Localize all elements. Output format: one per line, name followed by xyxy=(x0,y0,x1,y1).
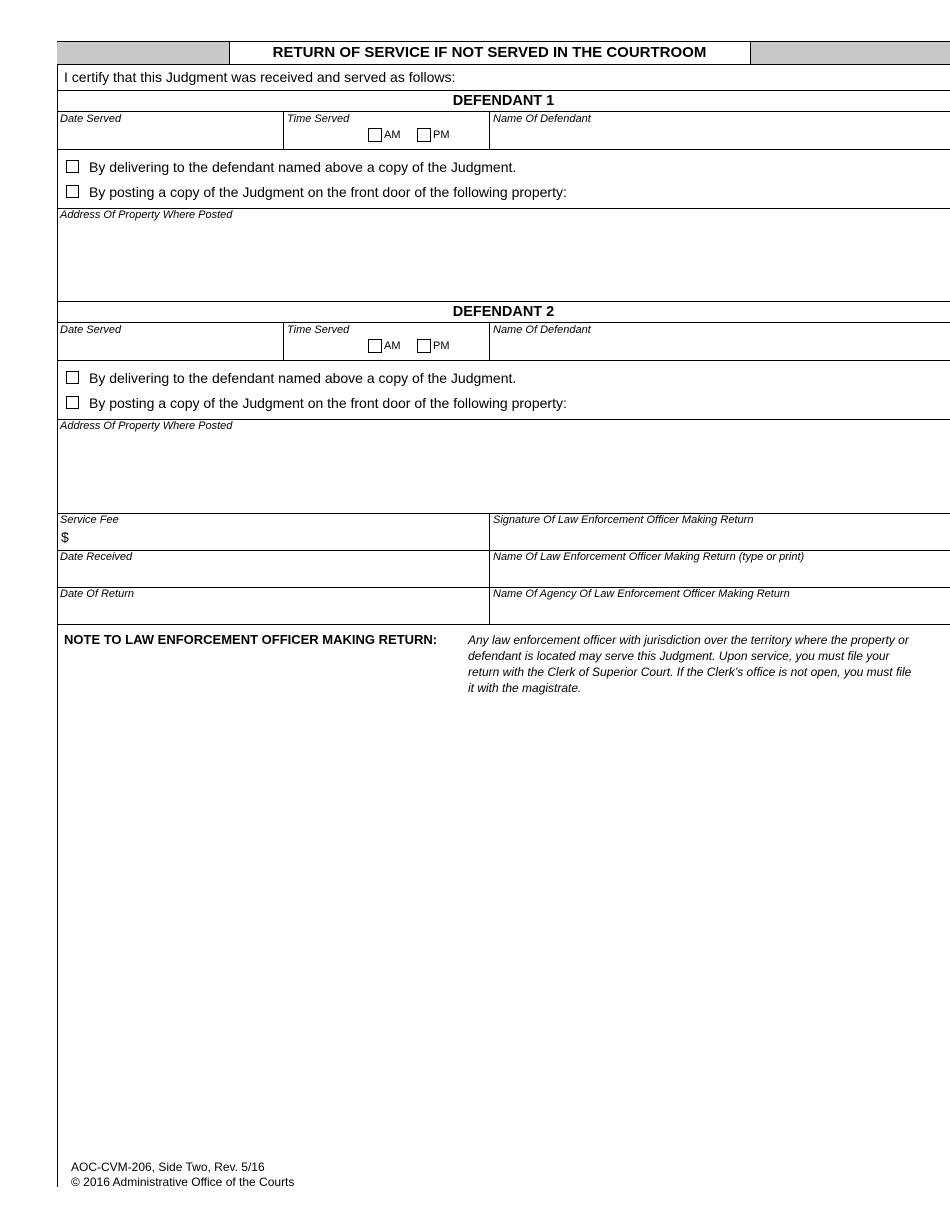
title-shade-right xyxy=(750,42,950,64)
date-received-label: Date Received xyxy=(60,551,133,563)
defendant-2-am-checkbox[interactable] xyxy=(368,339,382,353)
rule xyxy=(57,360,950,361)
date-served-label: Date Served xyxy=(60,324,122,336)
deliver-option-label: By delivering to the defendant named above a copy of the Judgment. xyxy=(89,159,517,175)
pm-label: PM xyxy=(433,340,450,352)
rule xyxy=(283,322,284,360)
copyright: © 2016 Administrative Office of the Courts xyxy=(71,1175,295,1189)
am-label: AM xyxy=(384,340,401,352)
certify-statement: I certify that this Judgment was received and served as follows: xyxy=(64,69,456,85)
defendant-1-name-field[interactable] xyxy=(493,124,943,146)
rule xyxy=(57,322,950,323)
date-of-return-label: Date Of Return xyxy=(60,588,134,600)
date-served-label: Date Served xyxy=(60,113,122,125)
agency-label: Name Of Agency Of Law Enforcement Officer Making Return xyxy=(493,588,790,600)
rule xyxy=(489,322,490,360)
defendant-2-heading: DEFENDANT 2 xyxy=(452,304,555,320)
signature-label: Signature Of Law Enforcement Officer Making Return xyxy=(493,514,754,526)
currency-symbol: $ xyxy=(61,529,69,545)
name-of-defendant-label: Name Of Defendant xyxy=(493,324,591,336)
date-of-return-field[interactable] xyxy=(60,601,485,621)
rule xyxy=(57,301,950,302)
rule xyxy=(57,90,950,91)
defendant-2-post-checkbox[interactable] xyxy=(66,396,79,409)
form-footer xyxy=(71,1160,294,1190)
date-received-field[interactable] xyxy=(60,564,485,584)
rule xyxy=(57,111,950,112)
defendant-1-am-checkbox[interactable] xyxy=(368,128,382,142)
officer-name-label: Name Of Law Enforcement Officer Making Return (type or print) xyxy=(493,551,805,563)
defendant-1-post-checkbox[interactable] xyxy=(66,185,79,198)
form-title: RETURN OF SERVICE IF NOT SERVED IN THE COURTROOM xyxy=(272,44,707,61)
defendant-1-date-served-field[interactable] xyxy=(60,124,280,146)
am-label: AM xyxy=(384,129,401,141)
rule xyxy=(489,513,490,624)
officer-signature-field[interactable] xyxy=(493,527,943,547)
rule xyxy=(57,64,950,65)
name-of-defendant-label: Name Of Defendant xyxy=(493,113,591,125)
form-id: AOC-CVM-206, Side Two, Rev. 5/16 xyxy=(71,1160,265,1174)
defendant-1-deliver-checkbox[interactable] xyxy=(66,160,79,173)
rule xyxy=(750,42,751,64)
rule xyxy=(57,149,950,150)
note-heading: NOTE TO LAW ENFORCEMENT OFFICER MAKING RETURN: xyxy=(64,632,438,647)
service-fee-label: Service Fee xyxy=(60,514,119,526)
rule xyxy=(57,41,950,42)
defendant-2-date-served-field[interactable] xyxy=(60,335,280,357)
defendant-1-pm-checkbox[interactable] xyxy=(417,128,431,142)
post-option-label: By posting a copy of the Judgment on the front door of the following property: xyxy=(89,395,567,411)
address-label: Address Of Property Where Posted xyxy=(60,420,233,432)
rule xyxy=(283,111,284,149)
officer-name-field[interactable] xyxy=(493,564,943,584)
address-label: Address Of Property Where Posted xyxy=(60,209,233,221)
rule xyxy=(57,624,950,625)
time-served-label: Time Served xyxy=(287,113,350,125)
title-shade-left xyxy=(57,42,229,64)
deliver-option-label: By delivering to the defendant named above a copy of the Judgment. xyxy=(89,370,517,386)
post-option-label: By posting a copy of the Judgment on the front door of the following property: xyxy=(89,184,567,200)
service-fee-field[interactable] xyxy=(72,527,482,547)
pm-label: PM xyxy=(433,129,450,141)
defendant-2-name-field[interactable] xyxy=(493,335,943,357)
defendant-2-deliver-checkbox[interactable] xyxy=(66,371,79,384)
defendant-2-address-field[interactable] xyxy=(60,433,940,509)
defendant-2-pm-checkbox[interactable] xyxy=(417,339,431,353)
defendant-1-address-field[interactable] xyxy=(60,222,940,298)
defendant-1-heading: DEFENDANT 1 xyxy=(452,93,555,109)
note-body: Any law enforcement officer with jurisdiction over the territory where the property or defendant is located may serve this Judgment. Upon service, you must file your return with the Clerk of Superior Court. If the Clerk’s office is not open, you must file it with the magistrate. xyxy=(468,633,912,695)
rule xyxy=(489,111,490,149)
agency-field[interactable] xyxy=(493,601,943,621)
time-served-label: Time Served xyxy=(287,324,350,336)
